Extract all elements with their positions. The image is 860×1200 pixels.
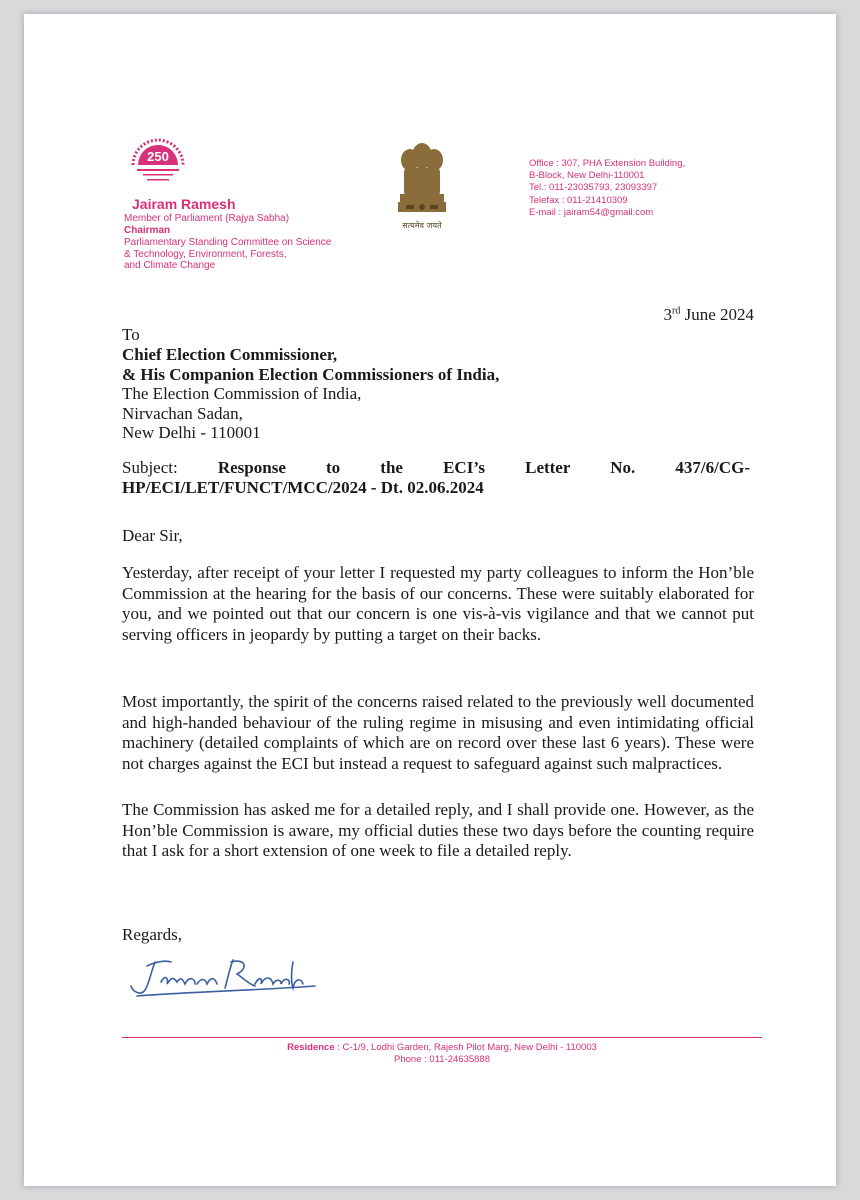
footer-divider	[122, 1037, 762, 1038]
sender-member: Member of Parliament (Rajya Sabha)	[124, 213, 290, 224]
svg-text:सत्यमेव जयते: सत्यमेव जयते	[402, 221, 442, 230]
sender-name: Jairam Ramesh	[132, 196, 236, 212]
office-contact	[529, 158, 685, 219]
salutation: Dear Sir,	[122, 526, 183, 545]
committee-line: Parliamentary Standing Committee on Science	[124, 237, 332, 248]
recipient-line: Chief Election Commissioner,	[122, 345, 338, 364]
office-address: Office : 307, PHA Extension Building,	[529, 158, 686, 169]
recipient-line: & His Companion Election Commissioners of India,	[122, 364, 500, 384]
paragraph: Most importantly, the spirit of the concerns raised related to the previously well documented and high-handed behaviour of the ruling regime in misusing and even intimidating official machinery (detailed complaints of which are on record over these last 6 years). These were not charges against the ECI but instead a request to safeguard against such malpractices.	[122, 692, 754, 773]
residence-line	[122, 1042, 762, 1054]
subject-label: Subject:	[122, 458, 218, 477]
residence-label: Residence	[287, 1042, 335, 1053]
letter-date	[663, 305, 754, 325]
committee-line: and Climate Change	[124, 260, 216, 271]
date-suffix: rd	[671, 305, 681, 317]
paragraph: Yesterday, after receipt of your letter I requested my party colleagues to inform the Hon’ble Commission at the hearing for the basis of our concerns. These were suitably elaborated for you, and we pointed out that our concern is one vis-à-vis vigilance and that we cannot put serving officers in jeopardy by putting a target on their backs.	[122, 563, 754, 644]
subject-line	[122, 458, 750, 498]
closing: Regards,	[122, 925, 182, 944]
svg-text:250: 250	[147, 149, 169, 164]
subject-text-1: Response to the ECI’s Letter No. 437/6/CG-	[217, 458, 750, 477]
recipient-line: Nirvachan Sadan,	[122, 403, 243, 423]
paragraph: The Commission has asked me for a detailed reply, and I shall provide one. However, as the Hon’ble Commission is aware, my official duties these two days before the counting require that I ask for a short extension of one week to file a detailed reply.	[122, 800, 754, 860]
office-phone: Tel.: 011-23035793, 23093397	[529, 182, 658, 194]
recipient-address	[122, 345, 499, 443]
national-emblem-icon	[386, 138, 458, 234]
letter-page	[24, 14, 836, 1186]
committee-line: & Technology, Environment, Forests,	[124, 248, 287, 260]
rajya-sabha-250-logo	[123, 131, 193, 203]
residence-phone: Phone : 011-24635888	[394, 1054, 490, 1065]
date-day: 3	[663, 305, 672, 324]
office-address: B-Block, New Delhi-110001	[529, 170, 645, 182]
date-rest: June 2024	[680, 305, 754, 324]
office-email: E-mail : jairam54@gmail.com	[529, 206, 654, 218]
residence-address: : C-1/9, Lodhi Garden, Rajesh Pilot Marg, New Delhi - 110003	[334, 1042, 597, 1053]
office-telefax: Telefax : 011-21410309	[529, 194, 628, 206]
recipient-line: New Delhi - 110001	[122, 423, 261, 443]
footer	[122, 1042, 762, 1066]
sender-chairman: Chairman	[124, 225, 171, 236]
handwritten-signature	[125, 952, 325, 1000]
subject-text-2: HP/ECI/LET/FUNCT/MCC/2024 - Dt. 02.06.2024	[122, 478, 484, 497]
sender-committee	[124, 237, 344, 272]
to-label: To	[122, 325, 140, 344]
recipient-line: The Election Commission of India,	[122, 384, 362, 404]
